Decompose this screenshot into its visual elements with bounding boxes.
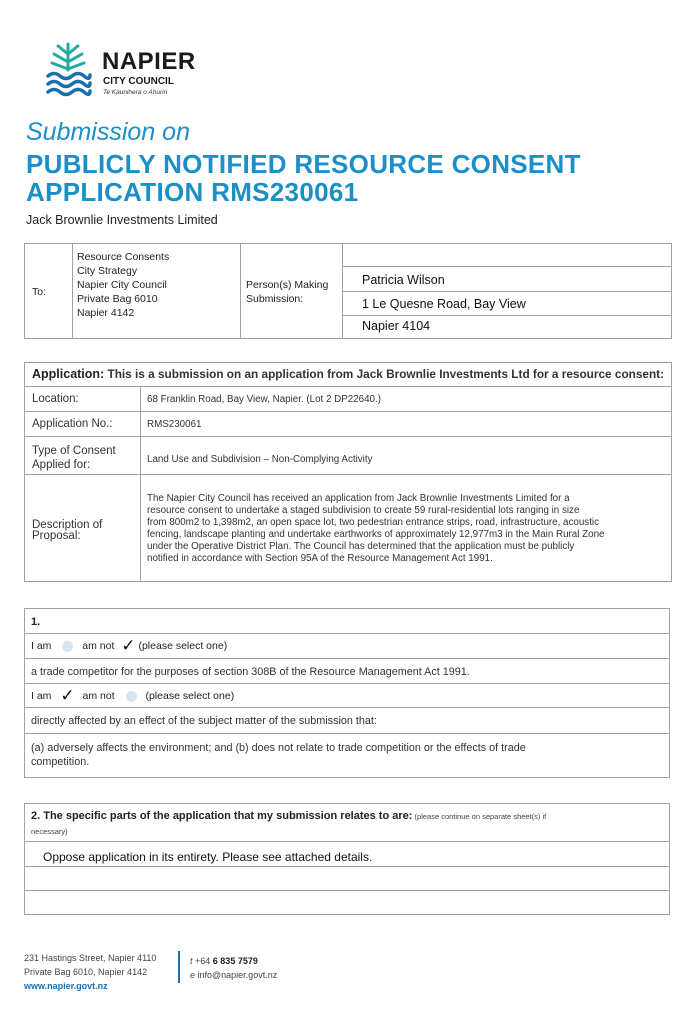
description-value <box>147 493 667 564</box>
email-prefix: e <box>190 970 196 980</box>
submission-on-heading: Submission on <box>26 118 190 146</box>
trade-competitor-choice <box>31 636 228 656</box>
select-one-hint: (please select one) <box>145 690 235 702</box>
location-label: Location: <box>32 393 79 405</box>
submission-answer[interactable]: Oppose application in its entirety. Please see attached details. <box>43 850 373 864</box>
option-i-am-radio[interactable] <box>62 641 73 652</box>
napier-logo <box>44 40 194 100</box>
adverse-line: (a) adversely affects the environment; and (b) does not relate to trade competition or the effects of trade <box>31 742 526 754</box>
phone-prefix: t <box>190 956 193 966</box>
description-line: The Napier City Council has received an application from Jack Brownlie Investments Limited for a <box>147 493 570 504</box>
consent-type-label-line: Applied for: <box>32 459 91 471</box>
page-title <box>26 150 686 206</box>
checkmark-icon[interactable]: ✓ <box>60 686 75 706</box>
consent-type-label-line: Type of Consent <box>32 445 116 457</box>
footer-divider <box>178 951 180 983</box>
section-2-heading <box>31 809 661 839</box>
adverse-effects-text <box>31 741 526 769</box>
logo-maori-name: Te Kaunihera o Ahuriri <box>103 89 168 96</box>
council-address <box>77 250 169 320</box>
address-line: Resource Consents <box>77 251 170 263</box>
adverse-line: competition. <box>31 756 90 768</box>
checkmark-icon[interactable]: ✓ <box>121 636 136 656</box>
option-am-not-radio[interactable] <box>126 691 137 702</box>
directly-affected-choice <box>31 686 235 706</box>
consent-type-label <box>32 444 116 472</box>
submitter-name[interactable]: Patricia Wilson <box>362 273 445 287</box>
option-am-not-label: am not <box>82 640 115 652</box>
trade-competitor-text: a trade competitor for the purposes of section 308B of the Resource Management Act 1991. <box>31 666 470 678</box>
footer-bag: Private Bag 6010, Napier 4142 <box>24 967 148 977</box>
option-am-not-label: am not <box>82 690 115 702</box>
select-one-hint: (please select one) <box>138 640 228 652</box>
applicant-name: Jack Brownlie Investments Limited <box>26 213 218 227</box>
phone-number[interactable]: 6 835 7579 <box>212 956 258 966</box>
section-2-note: necessary) <box>31 827 68 836</box>
application-heading-bold: Application: <box>32 367 105 381</box>
description-line: notified in accordance with Section 95A of the Resource Management Act 1991. <box>147 552 493 564</box>
description-label-line: Proposal: <box>32 530 81 542</box>
description-line: from 800m2 to 1,398m2, an open space lot, two pedestrian entrance strips, road, infrastructure, acoustic <box>147 516 599 528</box>
phone-code: +64 <box>192 956 213 966</box>
address-line: Napier City Council <box>77 279 167 291</box>
footer-website-link[interactable]: www.napier.govt.nz <box>24 981 108 991</box>
persons-label-line: Person(s) Making <box>246 279 329 291</box>
location-value: 68 Franklin Road, Bay View, Napier. (Lot 2 DP22640.) <box>147 394 381 405</box>
submitter-city[interactable]: Napier 4104 <box>362 319 431 333</box>
email-link[interactable]: info@napier.govt.nz <box>195 970 278 980</box>
persons-label <box>246 278 328 306</box>
description-line: under the Operative District Plan. The Council has determined that the application must be publicly <box>147 540 575 552</box>
description-line: fencing, landscape planting and undertake earthworks of approximately 12,977m3 in the Main Rural Zone <box>147 528 605 540</box>
logo-council: CITY COUNCIL <box>103 76 174 87</box>
address-line: City Strategy <box>77 265 138 277</box>
application-no-value: RMS230061 <box>147 419 202 430</box>
submitter-street[interactable]: 1 Le Quesne Road, Bay View <box>362 297 526 311</box>
application-block <box>24 362 672 582</box>
section-2-note: (please continue on separate sheet(s) if <box>412 812 547 821</box>
consent-type-value: Land Use and Subdivision – Non-Complying Activity <box>147 454 373 465</box>
address-line: Private Bag 6010 <box>77 293 158 305</box>
address-line: Napier 4142 <box>77 307 135 319</box>
application-no-label: Application No.: <box>32 418 113 430</box>
description-label <box>32 520 102 542</box>
section-2 <box>24 803 670 915</box>
section-2-heading-bold: 2. The specific parts of the application that my submission relates to are: <box>31 810 413 822</box>
fern-wave-logo-icon <box>44 40 92 98</box>
application-heading-rest: This is a submission on an application from Jack Brownlie Investments Ltd for a resource consent: <box>104 367 665 381</box>
section-1-number: 1. <box>31 616 41 628</box>
title-line-1: PUBLICLY NOTIFIED RESOURCE CONSENT <box>26 149 581 179</box>
to-label: To: <box>32 286 47 298</box>
option-i-am-label: I am <box>31 640 52 652</box>
footer-street: 231 Hastings Street, Napier 4110 <box>24 953 157 963</box>
to-block <box>24 243 672 339</box>
description-label-line: Description of <box>32 519 103 531</box>
logo-name: NAPIER <box>102 48 196 75</box>
section-1 <box>24 608 670 778</box>
option-i-am-label: I am <box>31 690 52 702</box>
directly-affected-text: directly affected by an effect of the subject matter of the submission that: <box>31 715 377 727</box>
footer-address <box>24 951 156 993</box>
application-heading <box>32 367 664 381</box>
footer-contact <box>190 954 277 982</box>
title-line-2: APPLICATION RMS230061 <box>26 177 359 207</box>
description-line: resource consent to undertake a staged subdivision to create 59 rural-residential lots ranging in size <box>147 504 580 516</box>
persons-label-line: Submission: <box>246 293 304 305</box>
